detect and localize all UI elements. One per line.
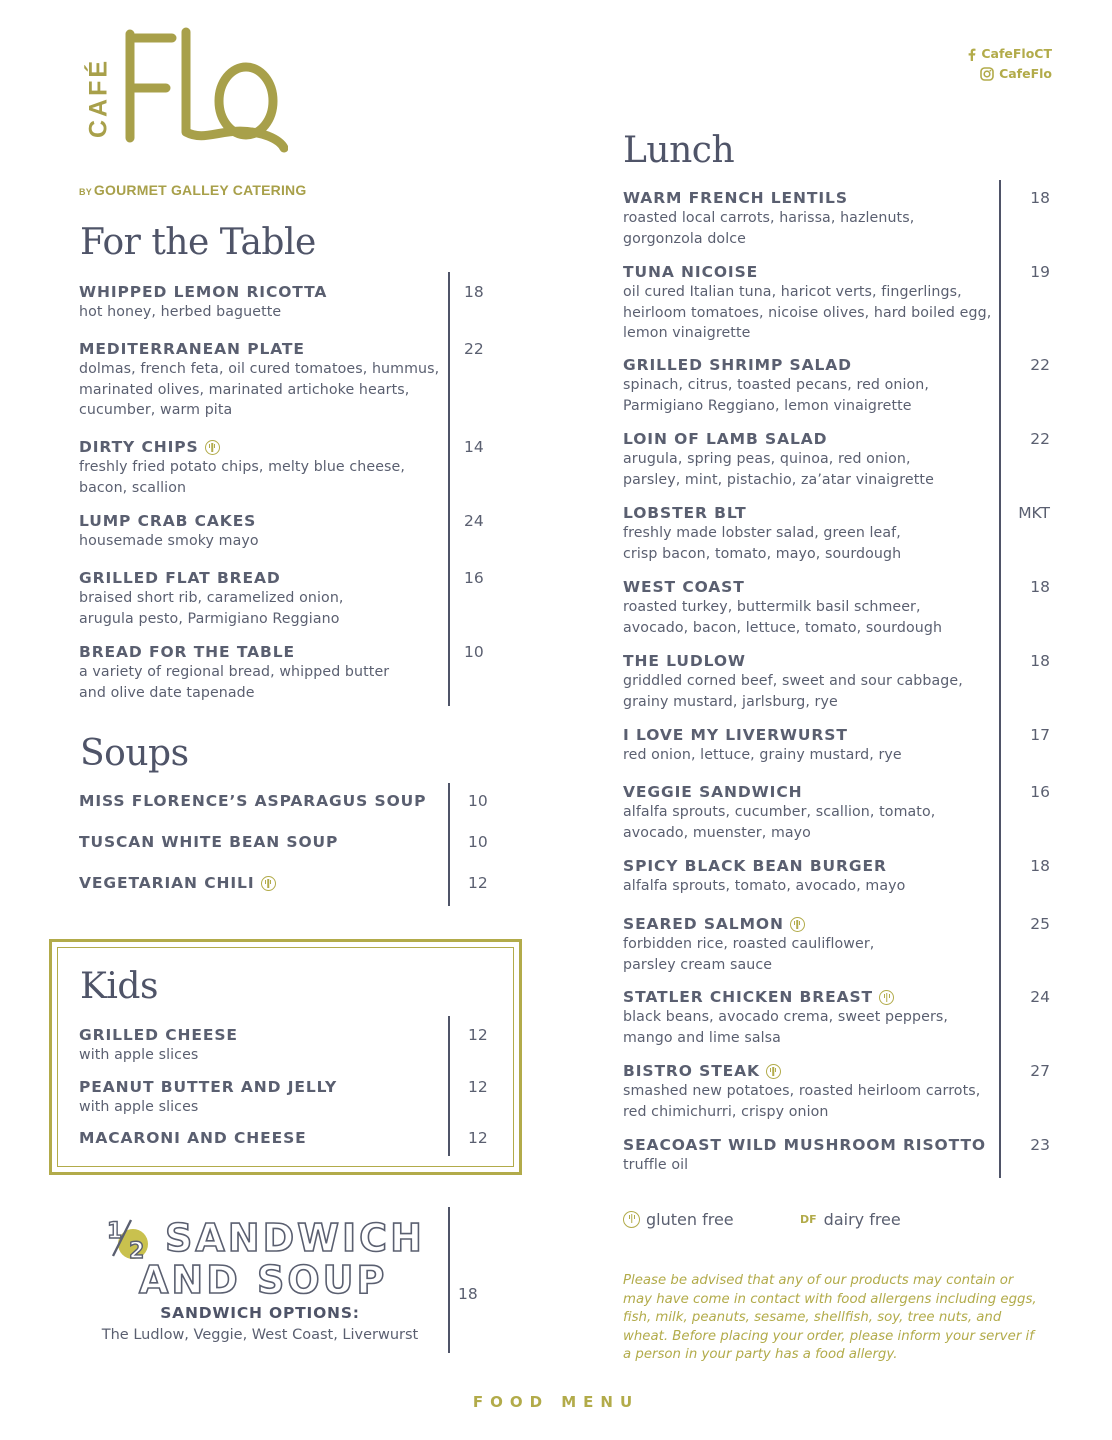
menu-item-description: bacon, scallion xyxy=(79,479,187,496)
menu-item-description: smashed new potatoes, roasted heirloom carrots, xyxy=(623,1083,981,1099)
menu-item-description: arugula pesto, Parmigiano Reggiano xyxy=(79,610,340,627)
menu-item-name-text: PEANUT BUTTER AND JELLY xyxy=(79,1078,338,1096)
menu-item-price: 23 xyxy=(1030,1136,1050,1154)
menu-item-name-text: WHIPPED LEMON RICOTTA xyxy=(79,283,328,301)
menu-item-description: housemade smoky mayo xyxy=(79,533,259,549)
menu-item-description: freshly made lobster salad, green leaf, xyxy=(623,525,901,541)
menu-item-description: roasted local carrots, harissa, hazlenuts, xyxy=(623,210,915,226)
menu-item-price: 16 xyxy=(1030,783,1050,801)
menu-item-name xyxy=(623,1061,980,1081)
menu-item-description: arugula, spring peas, quinoa, red onion, xyxy=(623,451,911,467)
menu-item-price: 12 xyxy=(468,1078,488,1096)
menu-item-description: alfalfa sprouts, cucumber, scallion, tomato, xyxy=(623,804,936,820)
menu-item-price: 18 xyxy=(1030,189,1050,207)
menu-item-spicy-black-bean-burger xyxy=(623,856,905,897)
gluten-free-icon xyxy=(205,440,220,455)
menu-item-name-text: GRILLED FLAT BREAD xyxy=(79,569,281,587)
menu-item-name xyxy=(623,725,902,745)
menu-item-name-text: LOIN OF LAMB SALAD xyxy=(623,430,828,448)
menu-item-price: 27 xyxy=(1030,1062,1050,1080)
menu-item-grilled-cheese xyxy=(79,1025,238,1066)
menu-item-price: 22 xyxy=(1030,356,1050,374)
menu-item-price: 18 xyxy=(1030,652,1050,670)
menu-item-name-text: GRILLED SHRIMP SALAD xyxy=(623,356,852,374)
menu-item-warm-french-lentils xyxy=(623,188,914,249)
menu-item-name xyxy=(623,914,874,934)
half-fraction-label xyxy=(99,1216,100,1217)
menu-item-name xyxy=(623,1135,986,1155)
instagram-handle: CafeFlo xyxy=(999,66,1052,81)
footer-label: FOOD MENU xyxy=(472,1393,640,1411)
menu-item-description: freshly fried potato chips, melty blue cheese, xyxy=(79,459,405,475)
menu-item-description: roasted turkey, buttermilk basil schmeer, xyxy=(623,599,921,615)
menu-item-name xyxy=(79,1025,238,1045)
menu-item-name xyxy=(79,873,276,893)
menu-item-loin-of-lamb-salad xyxy=(623,429,934,490)
menu-item-name-text: THE LUDLOW xyxy=(623,652,746,670)
menu-item-description: and olive date tapenade xyxy=(79,684,255,701)
section-title-soups: Soups xyxy=(80,733,189,774)
menu-item-name xyxy=(79,1128,307,1148)
divider-for-the-table xyxy=(448,272,450,706)
menu-item-description: hot honey, herbed baguette xyxy=(79,304,282,320)
menu-item-name-text: STATLER CHICKEN BREAST xyxy=(623,988,874,1006)
menu-item-description: gorgonzola dolce xyxy=(623,230,746,247)
svg-text:1: 1 xyxy=(107,1219,123,1244)
facebook-icon xyxy=(967,48,976,61)
dairy-free-icon: DF xyxy=(800,1213,817,1226)
menu-item-bistro-steak xyxy=(623,1061,980,1122)
section-title-lunch: Lunch xyxy=(623,130,735,171)
gluten-free-icon xyxy=(790,917,805,932)
menu-item-description: parsley cream sauce xyxy=(623,956,773,973)
menu-item-description: alfalfa sprouts, tomato, avocado, mayo xyxy=(623,878,906,894)
menu-item-price: 16 xyxy=(464,569,484,587)
menu-item-description: with apple slices xyxy=(79,1047,199,1063)
menu-item-description: avocado, bacon, lettuce, tomato, sourdough xyxy=(623,619,943,636)
menu-item-name-text: VEGGIE SANDWICH xyxy=(623,783,803,801)
menu-item-veggie-sandwich xyxy=(623,782,935,843)
menu-item-price: 19 xyxy=(1030,263,1050,281)
menu-item-price: MKT xyxy=(1018,504,1050,522)
divider-lunch xyxy=(999,180,1001,1178)
menu-item-description: with apple slices xyxy=(79,1099,199,1115)
facebook-handle: CafeFloCT xyxy=(981,46,1052,61)
menu-item-description: Parmigiano Reggiano, lemon vinaigrette xyxy=(623,397,912,414)
section-title-for-the-table: For the Table xyxy=(80,222,316,263)
menu-item-seacoast-wild-mushroom-risotto xyxy=(623,1135,986,1176)
menu-item-description: truffle oil xyxy=(623,1157,689,1173)
menu-item-name-text: WARM FRENCH LENTILS xyxy=(623,189,848,207)
legend-dairy-free xyxy=(800,1210,901,1229)
sandwich-options: The Ludlow, Veggie, West Coast, Liverwurst xyxy=(101,1327,419,1343)
menu-item-price: 12 xyxy=(468,874,488,892)
menu-item-name-text: I LOVE MY LIVERWURST xyxy=(623,726,848,744)
allergen-disclaimer: Please be advised that any of our products may contain or may have come in contact with food allergens including eggs, fish, milk, peanuts, sesame, shellfish, soy, tree nuts, and wheat. Before placing your order, please inform your server if a person in your party has a food allergy. xyxy=(623,1273,1037,1363)
legend-dairy-free-label: dairy free xyxy=(823,1210,901,1229)
menu-item-price: 22 xyxy=(1030,430,1050,448)
half-fraction-icon xyxy=(99,1216,153,1260)
menu-item-price: 10 xyxy=(468,792,488,810)
menu-item-name-text: TUNA NICOISE xyxy=(623,263,759,281)
menu-item-description: forbidden rice, roasted cauliflower, xyxy=(623,936,875,952)
half-title-line1: SANDWICH xyxy=(165,1216,425,1260)
menu-item-name xyxy=(79,511,259,531)
menu-item-name-text: LOBSTER BLT xyxy=(623,504,747,522)
svg-text:2: 2 xyxy=(129,1239,145,1260)
menu-item-grilled-flat-bread xyxy=(79,568,344,629)
divider-half-sandwich xyxy=(448,1207,450,1353)
menu-item-name-text: LUMP CRAB CAKES xyxy=(79,512,257,530)
menu-item-name xyxy=(623,429,934,449)
menu-item-description: heirloom tomatoes, nicoise olives, hard boiled egg, xyxy=(623,304,992,321)
half-title-line2: AND SOUP xyxy=(139,1258,388,1302)
menu-item-price: 18 xyxy=(1030,578,1050,596)
menu-item-price: 10 xyxy=(468,833,488,851)
menu-item-name-text: DIRTY CHIPS xyxy=(79,438,199,456)
menu-item-tuna-nicoise xyxy=(623,262,991,344)
menu-item-name-text: MEDITERRANEAN PLATE xyxy=(79,340,305,358)
logo-flo-text: FLO xyxy=(118,26,120,27)
menu-item-name xyxy=(623,355,929,375)
menu-item-description: red onion, lettuce, grainy mustard, rye xyxy=(623,747,902,763)
menu-item-whipped-lemon-ricotta xyxy=(79,282,327,323)
logo-cafe-text: CAFÉ xyxy=(84,57,113,139)
menu-item-description: braised short rib, caramelized onion, xyxy=(79,590,344,606)
menu-item-statler-chicken-breast xyxy=(623,987,948,1048)
menu-item-bread-for-the-table xyxy=(79,642,389,703)
menu-item-name xyxy=(79,832,338,852)
menu-item-description: griddled corned beef, sweet and sour cabbage, xyxy=(623,673,963,689)
menu-item-description: dolmas, french feta, oil cured tomatoes, hummus, xyxy=(79,361,440,377)
menu-item-the-ludlow xyxy=(623,651,963,712)
menu-item-name xyxy=(623,188,914,208)
logo-caterer: GOURMET GALLEY CATERING xyxy=(93,182,307,198)
divider-soups xyxy=(448,783,450,906)
menu-item-description: mango and lime salsa xyxy=(623,1029,781,1046)
menu-item-description: black beans, avocado crema, sweet peppers, xyxy=(623,1009,948,1025)
menu-item-price: 22 xyxy=(464,340,484,358)
menu-item-name-text: MACARONI AND CHEESE xyxy=(79,1129,307,1147)
divider-kids xyxy=(448,1016,450,1156)
gluten-free-icon xyxy=(879,990,894,1005)
menu-item-name-text: WEST COAST xyxy=(623,578,745,596)
menu-item-name-text: VEGETARIAN CHILI xyxy=(79,874,255,892)
legend-gluten-free-label: gluten free xyxy=(646,1210,734,1229)
menu-item-name xyxy=(79,568,344,588)
menu-item-name xyxy=(79,282,327,302)
menu-item-price: 14 xyxy=(464,438,484,456)
menu-item-tuscan-white-bean-soup xyxy=(79,832,338,852)
legend-gluten-free xyxy=(623,1210,734,1229)
menu-item-name-text: SEACOAST WILD MUSHROOM RISOTTO xyxy=(623,1136,986,1154)
menu-item-name xyxy=(623,987,948,1007)
menu-item-peanut-butter-and-jelly xyxy=(79,1077,337,1118)
menu-item-description: lemon vinaigrette xyxy=(623,325,751,341)
menu-item-name-text: SPICY BLACK BEAN BURGER xyxy=(623,857,887,875)
menu-item-price: 10 xyxy=(464,643,484,661)
menu-item-west-coast xyxy=(623,577,942,638)
menu-item-seared-salmon xyxy=(623,914,874,975)
menu-item-description: avocado, muenster, mayo xyxy=(623,824,811,841)
logo-flo-wordmark xyxy=(118,26,288,154)
menu-item-name xyxy=(623,856,905,876)
menu-item-price: 24 xyxy=(464,512,484,530)
menu-item-price: 12 xyxy=(468,1129,488,1147)
menu-item-name-text: MISS FLORENCE’S ASPARAGUS SOUP xyxy=(79,792,427,810)
menu-item-description: marinated olives, marinated artichoke hearts, xyxy=(79,381,410,398)
menu-item-macaroni-and-cheese xyxy=(79,1128,307,1148)
logo-cafe xyxy=(84,52,114,144)
menu-item-price: 18 xyxy=(1030,857,1050,875)
menu-item-name-text: BREAD FOR THE TABLE xyxy=(79,643,295,661)
logo-byline xyxy=(79,182,306,198)
menu-item-i-love-my-liverwurst xyxy=(623,725,902,766)
menu-item-name-text: GRILLED CHEESE xyxy=(79,1026,238,1044)
menu-item-description: spinach, citrus, toasted pecans, red onion, xyxy=(623,377,930,393)
menu-item-name xyxy=(623,782,935,802)
gluten-free-icon xyxy=(261,876,276,891)
menu-item-name xyxy=(79,1077,337,1097)
logo-by: BY xyxy=(79,187,92,197)
menu-item-dirty-chips xyxy=(79,437,405,498)
sandwich-options-label: SANDWICH OPTIONS: xyxy=(160,1304,360,1322)
section-title-kids: Kids xyxy=(80,966,158,1007)
menu-item-price: 12 xyxy=(468,1026,488,1044)
menu-item-description: parsley, mint, pistachio, za’atar vinaigrette xyxy=(623,471,934,488)
menu-item-name-text: TUSCAN WHITE BEAN SOUP xyxy=(79,833,339,851)
menu-item-name xyxy=(623,651,963,671)
menu-item-name xyxy=(79,437,405,457)
menu-item-name xyxy=(79,642,389,662)
menu-item-name xyxy=(79,791,426,811)
menu-item-description: red chimichurri, crispy onion xyxy=(623,1103,829,1120)
menu-item-miss-florence-s-asparagus-soup xyxy=(79,791,426,811)
menu-item-vegetarian-chili xyxy=(79,873,276,893)
menu-item-grilled-shrimp-salad xyxy=(623,355,929,416)
instagram-icon xyxy=(980,67,994,81)
menu-item-description: crisp bacon, tomato, mayo, sourdough xyxy=(623,545,902,562)
social-instagram[interactable] xyxy=(967,64,1052,84)
menu-item-name xyxy=(623,262,991,282)
menu-item-description: a variety of regional bread, whipped butter xyxy=(79,664,390,680)
menu-item-mediterranean-plate xyxy=(79,339,439,421)
menu-item-name-text: SEARED SALMON xyxy=(623,915,784,933)
social-facebook[interactable] xyxy=(967,44,1052,64)
menu-item-description: cucumber, warm pita xyxy=(79,402,233,418)
menu-item-price: 18 xyxy=(464,283,484,301)
menu-item-description: grainy mustard, jarlsburg, rye xyxy=(623,693,838,710)
menu-item-price: 25 xyxy=(1030,915,1050,933)
menu-item-name xyxy=(623,503,901,523)
menu-item-name xyxy=(623,577,942,597)
menu-item-description: oil cured Italian tuna, haricot verts, fingerlings, xyxy=(623,284,962,300)
menu-item-lobster-blt xyxy=(623,503,901,564)
gluten-free-icon xyxy=(623,1211,640,1228)
social-links xyxy=(967,44,1052,84)
menu-item-price: 24 xyxy=(1030,988,1050,1006)
half-sandwich-price: 18 xyxy=(458,1285,478,1303)
menu-item-name-text: BISTRO STEAK xyxy=(623,1062,760,1080)
menu-item-price: 17 xyxy=(1030,726,1050,744)
menu-item-name xyxy=(79,339,439,359)
gluten-free-icon xyxy=(766,1064,781,1079)
menu-item-lump-crab-cakes xyxy=(79,511,259,552)
